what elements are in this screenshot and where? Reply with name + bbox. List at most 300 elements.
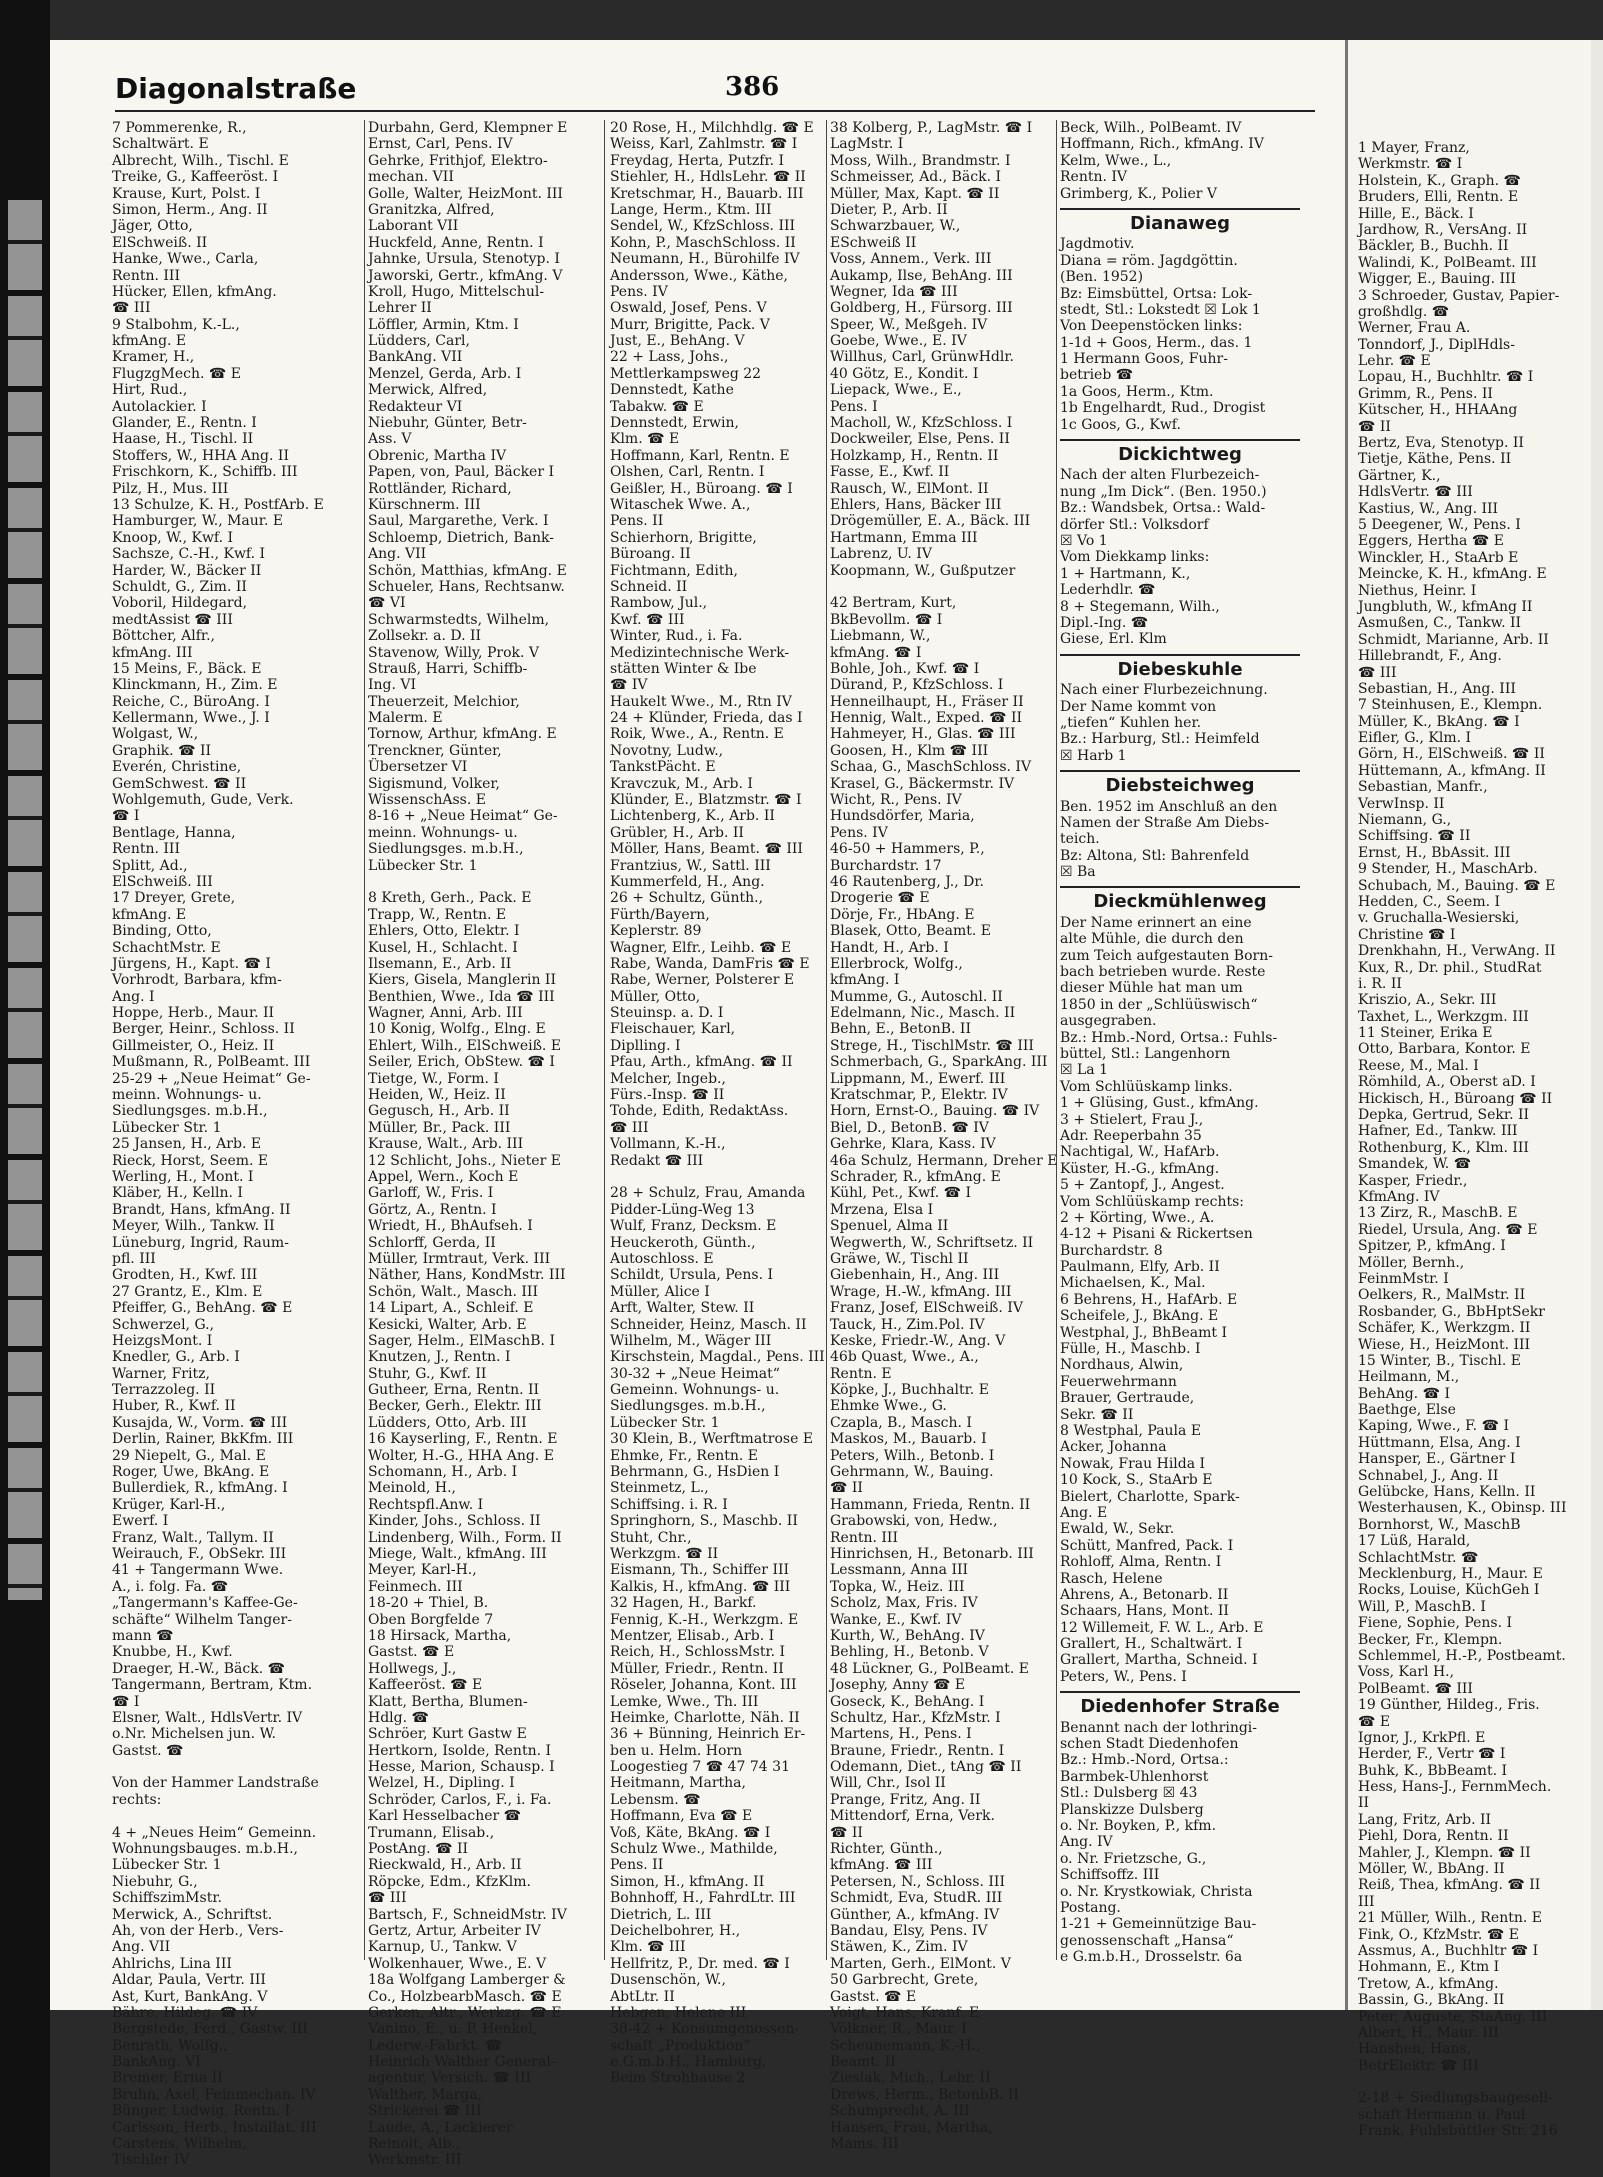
directory-entry-line: i. R. II: [1358, 975, 1402, 992]
directory-entry-line: Bandau, Elsy, Pens. IV: [830, 1922, 988, 1939]
directory-entry-line: Goseck, K., BehAng. I: [830, 1693, 985, 1710]
directory-entry-line: Huckfeld, Anne, Rentn. I: [368, 234, 544, 251]
directory-entry-line: kfmAng. E: [112, 333, 187, 350]
directory-entry-line: Huber, R., Kwf. II: [112, 1398, 236, 1415]
directory-entry-line: Lüdders, Carl,: [368, 333, 470, 350]
directory-entry-line: [830, 579, 1065, 595]
directory-entry-line: genossenschaft „Hansa“: [1060, 1932, 1234, 1949]
directory-entry-line: Ewerf. I: [112, 1513, 169, 1530]
directory-entry-line: Klm. ☎ E: [610, 431, 680, 448]
directory-entry-line: Der Name erinnert an eine: [1060, 914, 1252, 931]
section-heading: Diebsteichweg: [1060, 770, 1300, 794]
directory-entry-line: Co., HolzbearbMasch. ☎ E: [368, 1988, 562, 2005]
directory-entry-line: Burchardstr. 8: [1060, 1242, 1163, 1259]
directory-entry-line: Karnup, U., Tankw. V: [368, 1939, 517, 1956]
directory-entry-line: A., i. folg. Fa. ☎: [112, 1578, 229, 1595]
directory-entry-line: SchiffszimMstr.: [112, 1890, 222, 1907]
directory-entry-line: Ernst, H., BbAssit. III: [1358, 844, 1511, 861]
directory-entry-line: rechts:: [112, 1791, 162, 1808]
directory-entry-line: Eggers, Hertha ☎ E: [1358, 533, 1504, 550]
directory-entry-line: Miege, Walt., kfmAng. III: [368, 1545, 547, 1562]
directory-entry-line: Rambow, Jul.,: [610, 595, 708, 612]
directory-entry-line: Kux, R., Dr. phil., StudRat: [1358, 959, 1542, 976]
directory-entry-line: Klm. ☎ III: [610, 1939, 686, 1956]
directory-entry-line: Ah, von der Herb., Vers-: [112, 1922, 284, 1939]
directory-entry-line: Hafner, Ed., Tankw. III: [1358, 1123, 1518, 1140]
directory-entry-line: Kramer, H.,: [112, 349, 195, 366]
directory-entry-line: Krause, Walt., Arb. III: [368, 1136, 524, 1153]
directory-entry-line: Meinold, H.,: [368, 1480, 456, 1497]
directory-entry-line: 27 Grantz, E., Klm. E: [112, 1283, 263, 1300]
directory-entry-line: Andersson, Wwe., Käthe,: [610, 267, 788, 284]
directory-entry-line: Holzkamp, H., Rentn. II: [830, 447, 999, 464]
directory-entry-line: Ast, Kurt, BankAng. V: [112, 1988, 268, 2005]
directory-entry-line: Albrecht, Wilh., Tischl. E: [112, 152, 289, 169]
directory-entry-line: Fennig, K.-H., Werkzgm. E: [610, 1611, 799, 1628]
directory-entry-line: Niemann, G.,: [1358, 812, 1452, 829]
directory-entry-line: Kasper, Friedr.,: [1358, 1172, 1468, 1189]
directory-entry-line: 29 Niepelt, G., Mal. E: [112, 1447, 266, 1464]
directory-entry-line: Autolackier. I: [112, 398, 207, 415]
directory-entry-line: Sebastian, H., Ang. III: [1358, 680, 1516, 697]
directory-entry-line: Bullerdiek, R., kfmAng. I: [112, 1480, 288, 1497]
directory-entry-line: Heinrich Walther General-: [368, 2054, 556, 2071]
directory-entry-line: ☎ E: [1358, 1713, 1391, 1730]
directory-entry-line: Rentn. III: [112, 841, 180, 858]
directory-entry-line: Rentn. IV: [1060, 169, 1128, 186]
directory-entry-line: Schuldt, G., Zim. II: [112, 578, 247, 595]
directory-entry-line: Reiche, C., BüroAng. I: [112, 693, 270, 710]
directory-entry-line: Kesicki, Walter, Arb. E: [368, 1316, 527, 1333]
directory-entry-line: Witaschek Wwe. A.,: [610, 496, 751, 513]
directory-entry-line: Gärtner, K.,: [1358, 467, 1441, 484]
directory-entry-line: Stavenow, Willy, Prok. V: [368, 644, 539, 661]
directory-entry-line: Bz.: Hmb.-Nord, Ortsa.:: [1060, 1752, 1229, 1769]
directory-entry-line: Jardhow, R., VersAng. II: [1358, 221, 1528, 238]
directory-entry-line: Schön, Matthias, kfmAng. E: [368, 562, 567, 579]
directory-entry-line: Voss, Annem., Verk. III: [830, 251, 992, 268]
directory-entry-line: Bremer, Erna II: [112, 2070, 223, 2087]
directory-entry-line: Becker, Fr., Klempn.: [1358, 1631, 1503, 1648]
directory-entry-line: Ernst, Carl, Pens. IV: [368, 136, 513, 153]
directory-entry-line: Spenuel, Alma II: [830, 1218, 949, 1235]
directory-entry-line: Olshen, Carl, Rentn. I: [610, 464, 765, 481]
directory-entry-line: Möller, W., BbAng. II: [1358, 1861, 1505, 1878]
directory-entry-line: Namen der Straße Am Diebs-: [1060, 814, 1270, 831]
directory-entry-line: Hahmeyer, H., Glas. ☎ III: [830, 726, 1016, 743]
directory-entry-line: Gastst. ☎: [112, 1742, 184, 1759]
directory-entry-line: GemSchwest. ☎ II: [112, 775, 247, 792]
directory-entry-line: Grübler, H., Arb. II: [610, 824, 744, 841]
directory-entry-line: Lippmann, M., Ewerf. III: [830, 1070, 1006, 1087]
directory-entry-line: Simon, Herm., Ang. II: [112, 201, 268, 218]
directory-entry-line: Stuht, Chr.,: [610, 1529, 692, 1546]
directory-entry-line: Neumann, H., Bürohilfe IV: [610, 251, 800, 268]
directory-entry-line: Möller, Bernh.,: [1358, 1254, 1465, 1271]
directory-entry-line: Schumprecht, A. III: [830, 2103, 970, 2120]
directory-entry-line: Lederhdlr. ☎: [1060, 582, 1156, 599]
directory-entry-line: Theuerzeit, Melchior,: [368, 693, 520, 710]
directory-entry-line: Schütt, Manfred, Pack. I: [1060, 1537, 1234, 1554]
directory-entry-line: Meincke, K. H., kfmAng. E: [1358, 566, 1547, 583]
directory-column-3: [610, 120, 830, 2087]
directory-entry-line: FlugzgMech. ☎ E: [112, 365, 241, 382]
directory-entry-line: Hirt, Rud.,: [112, 382, 188, 399]
directory-entry-line: Lange, Herm., Ktm. III: [610, 201, 772, 218]
directory-entry-line: Wiese, H., HeizMont. III: [1358, 1336, 1531, 1353]
directory-entry-line: „tiefen“ Kuhlen her.: [1060, 714, 1202, 731]
directory-entry-line: Bergstede, Ferd., Gastw. III: [112, 2021, 308, 2038]
directory-entry-line: Rothenburg, K., Klm. III: [1358, 1139, 1529, 1156]
directory-entry-line: Kinder, Johs., Schloss. II: [368, 1513, 541, 1530]
directory-entry-line: Czapla, B., Masch. I: [830, 1414, 972, 1431]
directory-entry-line: Harder, W., Bäcker II: [112, 562, 262, 579]
directory-entry-line: Kwf. ☎ III: [610, 611, 685, 628]
directory-entry-line: TankstPächt. E: [610, 759, 716, 776]
directory-entry-line: Wolgast, W.,: [112, 726, 199, 743]
directory-entry-line: Macholl, W., KfzSchloss. I: [830, 415, 1013, 432]
directory-entry-line: Carstens, Wilhelm,: [112, 2136, 247, 2153]
directory-entry-line: Seiler, Erich, ObStew. ☎ I: [368, 1054, 555, 1071]
directory-entry-line: Glander, E., Rentn. I: [112, 415, 257, 432]
directory-entry-line: Tohde, Edith, RedaktAss.: [610, 1103, 789, 1120]
directory-entry-line: Schomann, H., Arb. I: [368, 1464, 518, 1481]
directory-entry-line: Voigt, Hans, Kranf. E: [830, 2004, 980, 2021]
directory-entry-line: 22 + Lass, Johs.,: [610, 349, 729, 366]
directory-entry-line: Liepack, Wwe., E.,: [830, 382, 962, 399]
directory-entry-line: Rentn. E: [830, 1365, 892, 1382]
directory-entry-line: Fleischauer, Karl,: [610, 1021, 736, 1038]
directory-entry-line: Grallert, H., Schaltwärt. I: [1060, 1636, 1243, 1653]
directory-entry-line: Nach einer Flurbezeichnung.: [1060, 682, 1268, 699]
directory-entry-line: Köpke, J., Buchhaltr. E: [830, 1382, 989, 1399]
directory-entry-line: ☎ II: [1358, 418, 1391, 435]
directory-entry-line: WissenschAss. E: [368, 792, 486, 809]
directory-entry-line: Ang. VII: [368, 546, 427, 563]
directory-entry-line: Küster, H.-G., kfmAng.: [1060, 1160, 1220, 1177]
directory-entry-line: Beim Strohhause 2: [610, 2070, 746, 2087]
directory-entry-line: Ang. IV: [1060, 1834, 1113, 1851]
directory-entry-line: Knoop, W., Kwf. I: [112, 529, 234, 546]
directory-entry-line: betrieb ☎: [1060, 367, 1134, 384]
directory-entry-line: Tretow, A., kfmAng.: [1358, 1975, 1499, 1992]
directory-entry-line: Knubbe, H., Kwf.: [112, 1644, 233, 1661]
directory-entry-line: 1-21 + Gemeinnützige Bau-: [1060, 1916, 1257, 1933]
directory-entry-line: 6 Behrens, H., HafArb. E: [1060, 1291, 1238, 1308]
directory-entry-line: ☒ Harb 1: [1060, 747, 1127, 764]
directory-entry-line: v. Gruchalla-Wesierski,: [1358, 910, 1520, 927]
directory-entry-line: Bruhn, Axel, Feinmechan. IV: [112, 2086, 316, 2103]
directory-entry-line: Voboril, Hildegard,: [112, 595, 248, 612]
directory-entry-line: Gehrke, Klara, Kass. IV: [830, 1136, 996, 1153]
directory-entry-line: Goebe, Wwe., E. IV: [830, 333, 967, 350]
directory-entry-line: Koopmann, W., Gußputzer: [830, 562, 1016, 579]
directory-entry-line: 4-12 + Pisani & Rickertsen: [1060, 1226, 1253, 1243]
directory-entry-line: Schnabel, J., Ang. II: [1358, 1467, 1499, 1484]
directory-entry-line: Gelübcke, Hans, Kelln. II: [1358, 1484, 1536, 1501]
directory-entry-line: 25-29 + „Neue Heimat“ Ge-: [112, 1070, 311, 1087]
directory-entry-line: Sendel, W., KfzSchloss. III: [610, 218, 796, 235]
directory-entry-line: meinn. Wohnungs- u.: [368, 824, 518, 841]
directory-entry-line: Hammann, Frieda, Rentn. II: [830, 1496, 1031, 1513]
directory-entry-line: Kiers, Gisela, Manglerin II: [368, 972, 556, 989]
directory-entry-line: Werkzgm. ☎ II: [610, 1545, 719, 1562]
directory-entry-line: 1 + Glüsing, Gust., kfmAng.: [1060, 1095, 1259, 1112]
directory-entry-line: 9 Stalbohm, K.-L.,: [112, 316, 240, 333]
directory-entry-line: 20 Rose, H., Milchhdlg. ☎ E: [610, 120, 814, 136]
directory-entry-line: Lebensm. ☎: [610, 1791, 701, 1808]
directory-entry-line: Rentn. III: [112, 267, 180, 284]
directory-entry-line: Tischler IV: [112, 2152, 190, 2169]
directory-entry-line: Scheunemann, K.-H.,: [830, 2037, 981, 2054]
book-binding: [0, 0, 50, 2177]
section-heading: Dianaweg: [1060, 208, 1300, 232]
right-page: [1345, 40, 1603, 2140]
directory-entry-line: Feuerwehrmann: [1060, 1373, 1177, 1390]
directory-entry-line: Edelmann, Nic., Masch. II: [830, 1005, 1016, 1022]
directory-entry-line: Pens. I: [830, 398, 878, 415]
directory-entry-line: 12 Willemeit, F. W. L., Arb. E: [1060, 1619, 1264, 1636]
directory-entry-line: Nachtigal, W., HafArb.: [1060, 1144, 1220, 1161]
directory-entry-line: Hanshen, Hans,: [1358, 2041, 1472, 2058]
directory-entry-line: Hanke, Wwe., Carla,: [112, 251, 259, 268]
directory-entry-line: Hoffmann, Karl, Rentn. E: [610, 447, 790, 464]
directory-entry-line: Becker, Gerh., Elektr. III: [368, 1398, 542, 1415]
directory-entry-line: Zollsekr. a. D. II: [368, 628, 482, 645]
directory-entry-line: Hille, E., Bäck. I: [1358, 205, 1474, 222]
directory-entry-line: Tauck, H., Zim.Pol. IV: [830, 1316, 985, 1333]
directory-entry-line: Will, Chr., Isol II: [830, 1775, 946, 1792]
directory-entry-line: Görtz, A., Rentn. I: [368, 1201, 497, 1218]
directory-entry-line: Wolkenhauer, Wwe., E. V: [368, 1955, 547, 1972]
directory-entry-line: Stuhr, G., Kwf. II: [368, 1365, 487, 1382]
directory-entry-line: Petersen, N., Schloss. III: [830, 1873, 1005, 1890]
directory-entry-line: Hamburger, W., Maur. E: [112, 513, 284, 530]
directory-entry-line: Weiss, Karl, Zahlmstr. ☎ I: [610, 136, 798, 153]
directory-entry-line: Siedlungsges. m.b.H.,: [368, 841, 524, 858]
page-edge: [1591, 40, 1603, 2010]
directory-entry-line: 38 Kolberg, P., LagMstr. ☎ I: [830, 120, 1033, 136]
section-heading: Diebeskuhle: [1060, 654, 1300, 678]
directory-entry-line: 9 Stender, H., MaschArb.: [1358, 861, 1538, 878]
directory-entry-line: kfmAng. E: [112, 906, 187, 923]
directory-entry-line: Draeger, H.-W., Bäck. ☎: [112, 1660, 286, 1677]
directory-entry-line: ☒ Ba: [1060, 864, 1096, 881]
directory-entry-line: Lübecker Str. 1: [112, 1119, 222, 1136]
directory-entry-line: 3 Schroeder, Gustav, Papier-: [1358, 287, 1560, 304]
directory-entry-line: Schmidt, Eva, StudR. III: [830, 1890, 1003, 1907]
directory-entry-line: Saul, Margarethe, Verk. I: [368, 513, 549, 530]
directory-entry-line: Von Deepenstöcken links:: [1060, 318, 1243, 335]
directory-entry-line: Schröder, Carlos, F., i. Fa.: [368, 1791, 552, 1808]
directory-entry-line: Bz.: Wandsbek, Ortsa.: Wald-: [1060, 500, 1266, 517]
directory-entry-line: Benthien, Wwe., Ida ☎ III: [368, 988, 555, 1005]
directory-entry-line: Lemke, Wwe., Th. III: [610, 1693, 759, 1710]
directory-entry-line: 32 Hagen, H., Barkf.: [610, 1595, 757, 1612]
directory-entry-line: Ben. 1952 im Anschluß an den: [1060, 798, 1278, 815]
directory-entry-line: Peter, Auguste, StaAng. III: [1358, 2008, 1548, 2025]
directory-entry-line: Wohnungsbauges. m.b.H.,: [112, 1841, 298, 1858]
directory-entry-line: ☎ I: [112, 1693, 140, 1710]
directory-entry-line: Scholz, Max, Fris. IV: [830, 1595, 978, 1612]
directory-entry-line: Sebastian, Manfr.,: [1358, 779, 1488, 796]
directory-entry-line: Jungbluth, W., kfmAng II: [1358, 598, 1533, 615]
directory-entry-line: ☎ III: [610, 1119, 649, 1136]
directory-entry-line: III: [1358, 1893, 1375, 1910]
directory-entry-line: Bertz, Eva, Stenotyp. II: [1358, 435, 1524, 452]
directory-entry-line: Tornow, Arthur, kfmAng. E: [368, 726, 557, 743]
directory-entry-line: Franz, Josef, ElSchweiß. IV: [830, 1300, 1023, 1317]
directory-entry-line: Tangermann, Bertram, Ktm.: [112, 1677, 313, 1694]
page-number: 386: [725, 72, 780, 102]
directory-entry-line: Kelm, Wwe., L.,: [1060, 152, 1172, 169]
directory-entry-line: Schneider, Heinz, Masch. II: [610, 1316, 807, 1333]
directory-entry-line: Garloff, W., Fris. I: [368, 1185, 494, 1202]
directory-entry-line: Kühl, Pet., Kwf. ☎ I: [830, 1185, 972, 1202]
directory-entry-line: [368, 874, 598, 890]
directory-entry-line: 21 Müller, Wilh., Rentn. E: [1358, 1910, 1542, 1927]
directory-entry-line: 2 + Körting, Wwe., A.: [1060, 1209, 1215, 1226]
directory-entry-line: kfmAng. ☎ I: [830, 644, 922, 661]
directory-entry-line: 46 Rautenberg, J., Dr.: [830, 873, 984, 890]
directory-entry-line: Haase, H., Tischl. II: [112, 431, 254, 448]
directory-entry-line: Hundsdörfer, Maria,: [830, 808, 975, 825]
directory-entry-line: Kalkis, H., kfmAng. ☎ III: [610, 1578, 791, 1595]
directory-entry-line: alte Mühle, die durch den: [1060, 931, 1244, 948]
directory-entry-line: Pens. II: [610, 1857, 664, 1874]
directory-entry-line: Hertkorn, Isolde, Rentn. I: [368, 1742, 552, 1759]
directory-entry-line: o. Nr. Frietzsche, G.,: [1060, 1850, 1207, 1867]
directory-entry-line: Sekr. ☎ II: [1060, 1406, 1134, 1423]
directory-entry-line: HdlsVertr. ☎ III: [1358, 484, 1473, 501]
directory-entry-line: 1850 in der „Schlüüswisch“: [1060, 996, 1258, 1013]
directory-entry-line: 26 + Schultz, Günth.,: [610, 890, 764, 907]
directory-entry-line: Durbahn, Gerd, Klempner E: [368, 120, 568, 136]
directory-entry-line: Ehlers, Hans, Bäcker III: [830, 496, 1002, 513]
directory-entry-line: Wriedt, H., BhAufseh. I: [368, 1218, 533, 1235]
directory-entry-line: Laude, A., Lackierer: [368, 2119, 513, 2136]
directory-entry-line: Fink, O., KfzMstr. ☎ E: [1358, 1926, 1519, 1943]
directory-entry-line: Sachsze, C.-H., Kwf. I: [112, 546, 266, 563]
directory-entry-line: KfmAng. IV: [1358, 1189, 1440, 1205]
directory-entry-line: Trenckner, Günter,: [368, 742, 502, 759]
directory-entry-line: Rabe, Wanda, DamFris ☎ E: [610, 955, 810, 972]
directory-entry-line: Kürschnerm. III: [368, 496, 481, 513]
directory-entry-line: Ehlert, Wilh., ElSchweiß. E: [368, 1037, 562, 1054]
directory-entry-line: Zieslak, Mich., Lehr. II: [830, 2070, 991, 2087]
directory-entry-line: ☎ IV: [610, 677, 648, 694]
directory-entry-line: Grodten, H., Kwf. III: [112, 1267, 258, 1284]
directory-entry-line: Schierhorn, Brigitte,: [610, 529, 757, 546]
directory-entry-line: Wrage, H.-W., kfmAng. III: [830, 1283, 1012, 1300]
directory-entry-line: 19 Günther, Hildeg., Fris.: [1358, 1697, 1540, 1714]
directory-entry-line: Ewald, W., Sekr.: [1060, 1521, 1175, 1538]
directory-entry-line: e.G.m.b.H., Hamburg,: [610, 2054, 767, 2071]
directory-entry-line: Roger, Uwe, BkAng. E: [112, 1464, 270, 1481]
directory-entry-line: Büroang. II: [610, 546, 691, 563]
directory-entry-line: Sager, Helm., ElMaschB. I: [368, 1332, 555, 1349]
directory-entry-line: Stäwen, K., Zim. IV: [830, 1939, 968, 1956]
directory-entry-line: Tietge, W., Form. I: [368, 1070, 499, 1087]
binding-lettering: [8, 200, 42, 1600]
directory-entry-line: Schubach, M., Bauing. ☎ E: [1358, 877, 1556, 894]
directory-entry-line: medtAssist ☎ III: [112, 611, 233, 628]
directory-entry-line: Heiden, W., Heiz. II: [368, 1087, 506, 1104]
directory-entry-line: Diplling. I: [610, 1037, 681, 1054]
directory-entry-line: Trumann, Elisab.,: [368, 1824, 495, 1841]
directory-entry-line: Prange, Fritz, Ang. II: [830, 1791, 981, 1808]
directory-entry-line: Lehrer II: [368, 300, 432, 317]
directory-entry-line: Schneid. II: [610, 578, 688, 595]
directory-entry-line: Hoffmann, Eva ☎ E: [610, 1808, 753, 1825]
directory-entry-line: Goldberg, H., Fürsorg. III: [830, 300, 1013, 317]
directory-entry-line: Hüttemann, A., kfmAng. II: [1358, 762, 1546, 779]
directory-entry-line: Tonndorf, J., DiplHdls-: [1358, 336, 1515, 353]
directory-entry-line: Ellerbrock, Wolfg.,: [830, 955, 963, 972]
directory-entry-line: Goosen, H., Klm ☎ III: [830, 742, 989, 759]
directory-entry-line: 1 + Hartmann, K.,: [1060, 565, 1191, 582]
directory-entry-line: Redakteur VI: [368, 398, 463, 415]
directory-entry-line: Mams. III: [830, 2136, 899, 2153]
directory-entry-line: ☎ III: [1358, 664, 1397, 681]
directory-entry-line: Werner, Frau A.: [1358, 320, 1471, 337]
directory-entry-line: Fasse, E., Kwf. II: [830, 464, 950, 481]
directory-entry-line: 50 Garbrecht, Grete,: [830, 1972, 979, 1989]
directory-entry-line: BankAng. VI: [112, 2054, 201, 2071]
directory-entry-line: Meyer, Wilh., Tankw. II: [112, 1218, 275, 1235]
directory-entry-line: Der Name kommt von: [1060, 698, 1217, 715]
directory-entry-line: Michaelsen, K., Mal.: [1060, 1275, 1206, 1292]
directory-entry-line: Wagner, Elfr., Leihb. ☎ E: [610, 939, 792, 956]
directory-entry-line: Schulz Wwe., Mathilde,: [610, 1841, 778, 1858]
directory-entry-line: ☎ III: [368, 1890, 407, 1907]
directory-entry-line: Reinolt, Alb.,: [368, 2136, 461, 2153]
directory-entry-line: dörfer Stl.: Volksdorf: [1060, 516, 1209, 533]
directory-entry-line: BkBevollm. ☎ I: [830, 611, 943, 628]
directory-entry-line: Kohn, P., MaschSchloss. II: [610, 234, 796, 251]
directory-entry-line: [610, 1169, 830, 1185]
directory-entry-line: Hartmann, Emma III: [830, 529, 978, 546]
directory-entry-line: Baethge, Else: [1358, 1402, 1456, 1419]
section-heading: Diedenhofer Straße: [1060, 1691, 1300, 1715]
directory-entry-line: teich.: [1060, 831, 1100, 848]
directory-entry-line: großhdlg. ☎: [1358, 303, 1450, 320]
directory-entry-line: Paulmann, Elfy, Arb. II: [1060, 1259, 1220, 1276]
directory-entry-line: Bohnhoff, H., FahrdLtr. III: [610, 1890, 796, 1907]
directory-entry-line: o. Nr. Boyken, P., kfm.: [1060, 1817, 1217, 1834]
section-heading: Dickichtweg: [1060, 439, 1300, 463]
directory-entry-line: Lübecker Str. 1: [112, 1857, 222, 1874]
directory-entry-line: Speer, W., Meßgeh. IV: [830, 316, 988, 333]
directory-entry-line: Niebuhr, G.,: [112, 1873, 198, 1890]
directory-entry-line: Gutheer, Erna, Rentn. II: [368, 1382, 540, 1399]
directory-entry-line: Wagner, Anni, Arb. III: [368, 1005, 523, 1022]
directory-entry-line: Vorhrodt, Barbara, kfm-: [112, 972, 282, 989]
directory-entry-line: Kroll, Hugo, Mittelschul-: [368, 283, 545, 300]
directory-entry-line: Karl Hesselbacher ☎: [368, 1808, 522, 1825]
directory-entry-line: Josephy, Anny ☎ E: [830, 1677, 966, 1694]
directory-entry-line: Nordhaus, Alwin,: [1060, 1357, 1184, 1374]
directory-entry-line: 5 Deegener, W., Pens. I: [1358, 516, 1521, 533]
directory-entry-line: Hillebrandt, F., Ang.: [1358, 648, 1502, 665]
directory-entry-line: SchachtMstr. E: [112, 939, 221, 956]
directory-entry-line: Martens, H., Pens. I: [830, 1726, 972, 1743]
directory-entry-line: Labrenz, U. IV: [830, 546, 932, 563]
street-heading: Diagonalstraße: [115, 72, 357, 105]
directory-entry-line: „Tangermann's Kaffee-Ge-: [112, 1595, 298, 1612]
directory-entry-line: Peters, Wilh., Betonb. I: [830, 1447, 995, 1464]
directory-entry-line: Behrmann, G., HsDien I: [610, 1464, 780, 1481]
